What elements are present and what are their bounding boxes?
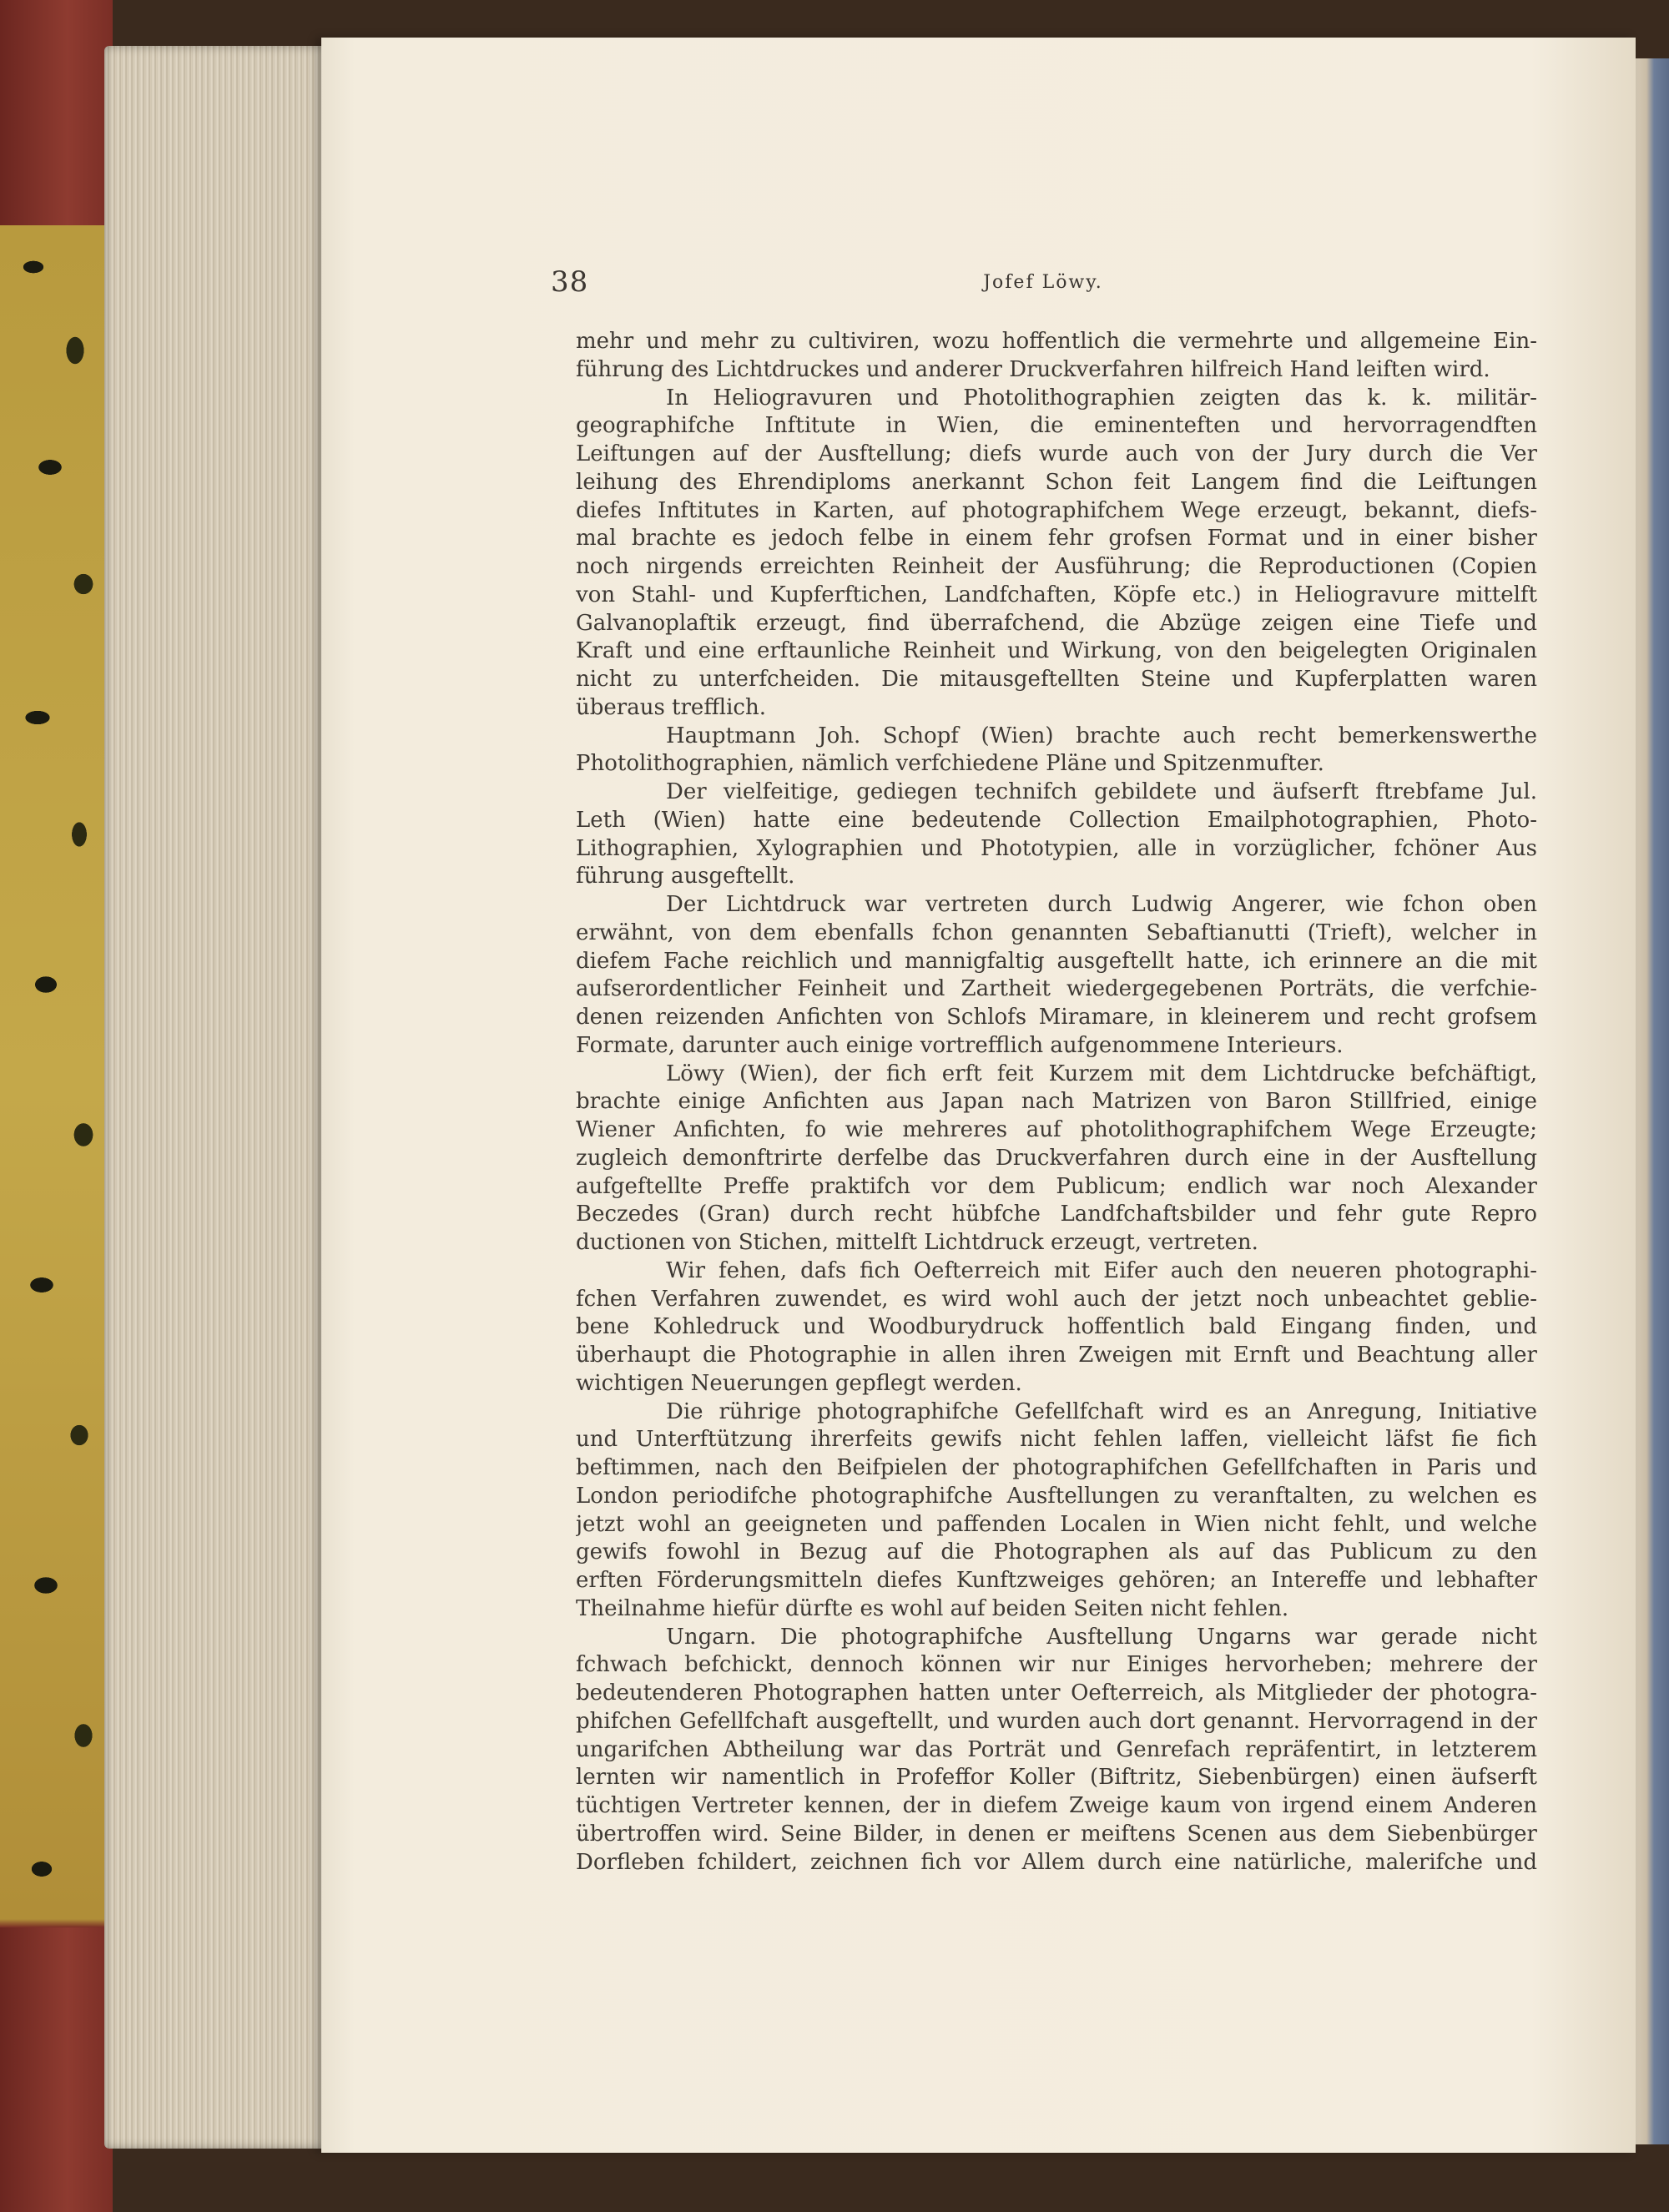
running-title: Jofef Löwy. <box>983 272 1103 293</box>
text-line: jetzt wohl an geeigneten und paffenden Localen in Wien nicht fehlt, und welche <box>576 1511 1537 1537</box>
text-line: bene Kohledruck und Woodburydruck hoffentlich bald Eingang finden, und <box>576 1314 1537 1340</box>
text-line: geographifche Inftitute in Wien, die eminenteften und hervorragendften <box>576 413 1537 439</box>
text-line: diefem Fache reichlich und mannigfaltig ausgeftellt hatte, ich erinnere an die mit <box>576 948 1537 974</box>
text-line: führung des Lichtdruckes und anderer Druckverfahren hilfreich Hand leiften wird. <box>576 356 1490 382</box>
text-line: und Unterftützung ihrerfeits gewifs nicht fehlen laffen, vielleicht läfst fie fich <box>576 1427 1537 1453</box>
text-line: Photolithographien, nämlich verfchiedene Pläne und Spitzenmufter. <box>576 751 1324 777</box>
text-line: denen reizenden Anfichten von Schlofs Miramare, in kleinerem und recht grofsem <box>576 1005 1537 1030</box>
text-line: Theilnahme hiefür dürfte es wohl auf beiden Seiten nicht fehlen. <box>576 1595 1289 1621</box>
text-line: ungarifchen Abtheilung war das Porträt und Genrefach repräfentirt, in letzterem <box>576 1736 1537 1762</box>
text-line: In Heliogravuren und Photolithographien zeigten das k. k. militär- <box>666 385 1537 411</box>
text-line: noch nirgends erreichten Reinheit der Ausführung; die Reproductionen (Copien <box>576 554 1537 579</box>
text-line: führung ausgeftellt. <box>576 864 795 889</box>
text-line: Galvanoplaftik erzeugt, find überrafchend, die Abzüge zeigen eine Tiefe und <box>576 610 1537 636</box>
text-line: Wiener Anfichten, fo wie mehreres auf photolithographifchem Wege Erzeugte; <box>576 1117 1537 1142</box>
text-line: phifchen Gefellfchaft ausgeftellt, und wurden auch dort genannt. Hervorragend in der <box>576 1708 1537 1734</box>
leather-corner-top <box>0 0 113 225</box>
text-line: Der vielfeitige, gediegen technifch gebildete und äufserft ftrebfame Jul. <box>666 779 1537 804</box>
text-line: gewifs fowohl in Bezug auf die Photographen als auf das Publicum zu den <box>576 1539 1537 1565</box>
text-line: leihung des Ehrendiploms anerkannt Schon feit Langem find die Leiftungen <box>576 469 1537 495</box>
text-line: überhaupt die Photographie in allen ihren Zweigen mit Ernft und Beachtung aller <box>576 1343 1537 1368</box>
page-block-edge <box>104 46 325 2149</box>
text-line: wichtigen Neuerungen gepflegt werden. <box>576 1370 1022 1396</box>
leather-corner-bottom <box>0 1927 113 2212</box>
text-line: erften Förderungsmitteln diefes Kunftzweiges gehören; an Intereffe und lebhafter <box>576 1568 1537 1593</box>
text-line: Hauptmann Joh. Schopf (Wien) brachte auch recht bemerkenswerthe <box>666 723 1537 748</box>
text-line: Löwy (Wien), der fich erft feit Kurzem mit dem Lichtdrucke befchäftigt, <box>666 1061 1537 1086</box>
text-line: fchwach befchickt, dennoch können wir nur Einiges hervorheben; mehrere der <box>576 1652 1537 1678</box>
text-line: diefes Inftitutes in Karten, auf photographifchem Wege erzeugt, bekannt, diefs- <box>576 497 1537 523</box>
text-line: Leth (Wien) hatte eine bedeutende Collection Emailphotographien, Photo- <box>576 807 1537 833</box>
page-number: 38 <box>551 265 589 299</box>
text-line: brachte einige Anfichten aus Japan nach Matrizen von Baron Stillfried, einige <box>576 1089 1537 1115</box>
text-line: überaus trefflich. <box>576 694 766 720</box>
text-line: Wir fehen, dafs fich Oefterreich mit Eifer auch den neueren photographi- <box>666 1257 1537 1283</box>
text-line: erwähnt, von dem ebenfalls fchon genannten Sebaftianutti (Trieft), welcher in <box>576 920 1537 945</box>
text-line: Dorfleben fchildert, zeichnen fich vor Allem durch eine natürliche, malerifche und <box>576 1849 1537 1875</box>
text-line: mehr und mehr zu cultiviren, wozu hoffentlich die vermehrte und allgemeine Ein- <box>576 329 1537 354</box>
text-line: fchen Verfahren zuwendet, es wird wohl auch der jetzt noch unbeachtet geblie- <box>576 1286 1537 1312</box>
text-line: beftimmen, nach den Beifpielen der photographifchen Gefellfchaften in Paris und <box>576 1455 1537 1480</box>
text-line: übertroffen wird. Seine Bilder, in denen er meiftens Scenen aus dem Siebenbürger <box>576 1821 1537 1847</box>
running-head <box>551 265 1535 299</box>
text-line: Die rührige photographifche Gefellfchaft wird es an Anregung, Initiative <box>666 1398 1537 1424</box>
text-line: Der Lichtdruck war vertreten durch Ludwig Angerer, wie fchon oben <box>666 892 1537 917</box>
text-line: Leiftungen auf der Ausftellung; diefs wurde auch von der Jury durch die Ver <box>576 441 1537 466</box>
text-line: Formate, darunter auch einige vortrefflich aufgenommene Interieurs. <box>576 1032 1344 1058</box>
text-line: von Stahl- und Kupferftichen, Landfchaften, Köpfe etc.) in Heliogravure mittelft <box>576 582 1537 607</box>
marbled-cover <box>0 0 113 2212</box>
text-line: mal brachte es jedoch felbe in einem fehr grofsen Format und in einer bisher <box>576 526 1537 552</box>
text-line: Lithographien, Xylographien und Phototypien, alle in vorzüglicher, fchöner Aus <box>576 835 1537 861</box>
text-line: zugleich demonftrirte derfelbe das Druckverfahren durch eine in der Ausftellung <box>576 1145 1537 1171</box>
body-text <box>576 328 1537 1877</box>
text-line: tüchtigen Vertreter kennen, der in diefem Zweige kaum von irgend einem Anderen <box>576 1793 1537 1818</box>
text-line: ductionen von Stichen, mittelft Lichtdruck erzeugt, vertreten. <box>576 1230 1258 1255</box>
text-line: Beczedes (Gran) durch recht hübfche Landfchaftsbilder und fehr gute Repro <box>576 1202 1537 1227</box>
text-line: aufserordentlicher Feinheit und Zartheit wiedergegebenen Porträts, die verfchie- <box>576 976 1537 1002</box>
text-line: lernten wir namentlich in Profeffor Koller (Biftritz, Siebenbürgen) einen äufserft <box>576 1765 1537 1791</box>
text-line: Kraft und eine erftaunliche Reinheit und Wirkung, von den beigelegten Originalen <box>576 638 1537 664</box>
text-line: nicht zu unterfcheiden. Die mitausgeftellten Steine und Kupferplatten waren <box>576 667 1537 692</box>
text-line: Ungarn. Die photographifche Ausftellung Ungarns war gerade nicht <box>666 1624 1537 1650</box>
text-line: bedeutenderen Photographen hatten unter Oefterreich, als Mitglieder der photogra- <box>576 1680 1537 1706</box>
facing-page-edge <box>1631 58 1669 2144</box>
text-line: aufgeftellte Preffe praktifch vor dem Publicum; endlich war noch Alexander <box>576 1173 1537 1199</box>
text-line: London periodifche photographifche Ausftellungen zu veranftalten, zu welchen es <box>576 1483 1537 1509</box>
